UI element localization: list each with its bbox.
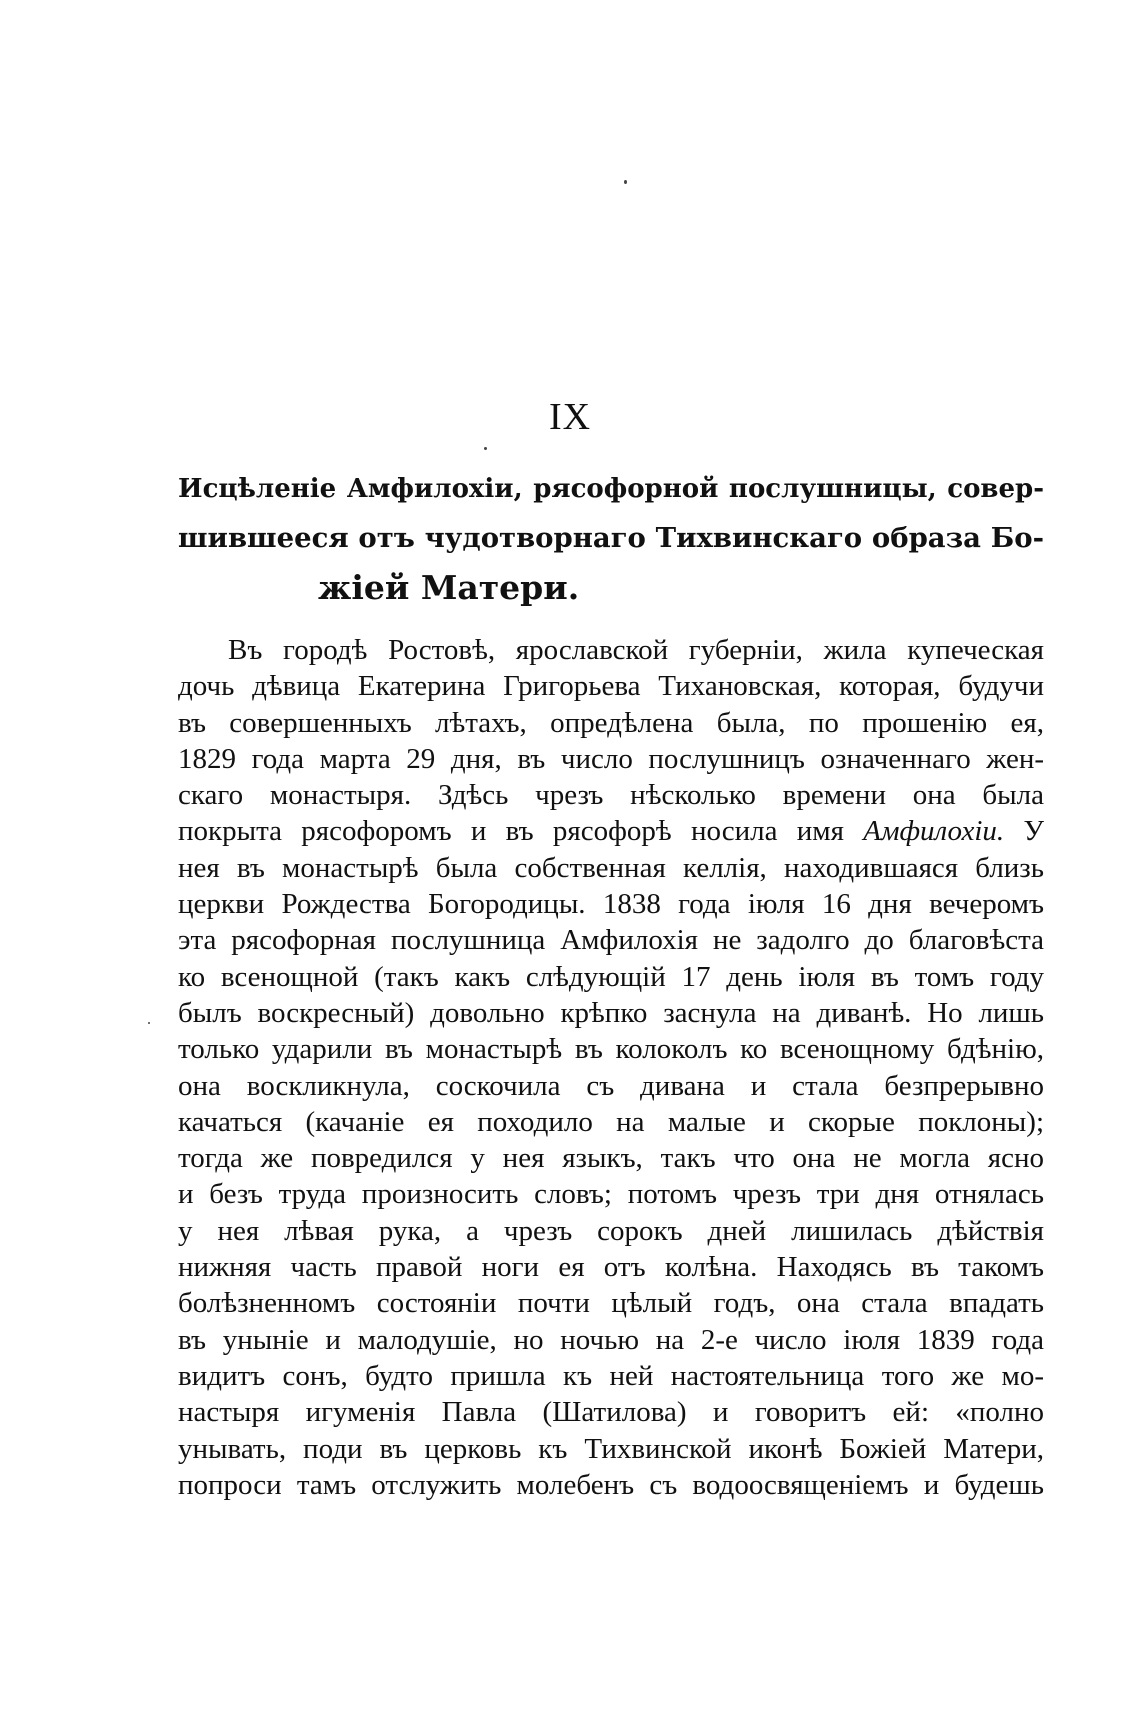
text-line: церкви Рождества Богородицы. 1838 года іюля 16 дня вечеромъ [178,888,1044,921]
text-line: видитъ сонъ, будто пришла къ ней настоятельница того же мо- [178,1359,1044,1392]
text-line: въ уныніе и малодушіе, но ночью на 2-е число іюля 1839 года [178,1323,1044,1356]
text-line: былъ воскресный) довольно крѣпко заснула на диванѣ. Но лишь [178,996,1044,1029]
text-line: унывать, поди въ церковь къ Тихвинской иконѣ Божіей Матери, [178,1432,1044,1465]
text-line: Въ городѣ Ростовѣ, ярославской губерніи, жила купеческая [228,634,1044,666]
chapter-title [178,465,1044,612]
scan-speck [624,180,627,184]
scan-speck [484,447,487,450]
text-line: эта рясофорная послушница Амфилохія не задолго до благовѣста [178,924,1044,957]
chapter-title-line: Исцѣленіе Амфилохіи, рясофорной послушницы, совер- [178,474,1044,504]
text-line: въ совершенныхъ лѣтахъ, опредѣлена была, по прошенію ея, [178,706,1044,739]
text-line: она воскликнула, соскочила съ дивана и стала безпрерывно [178,1069,1044,1102]
text-line: ко всенощной (такъ какъ слѣдующій 17 день іюля въ томъ году [178,960,1044,993]
text-line: тогда же повредился у нея языкъ, такъ что она не могла ясно [178,1142,1044,1175]
chapter-number: IX [548,396,592,438]
text-line: только ударили въ монастырѣ въ колоколъ ко всенощному бдѣнію, [178,1033,1044,1066]
text-line: настыря игуменія Павла (Шатилова) и говоритъ ей: «полно [178,1396,1044,1429]
chapter-title-line: жіей Матери. [318,568,580,607]
text-line: 1829 года марта 29 дня, въ число послушницъ означеннаго жен- [178,742,1044,775]
text-segment: покрыта рясофоромъ и въ рясофорѣ носила имя [178,815,844,848]
text-line: нижняя часть правой ноги ея отъ колѣна. Находясь въ такомъ [178,1251,1044,1284]
text-line: попроси тамъ отслужить молебенъ съ водоосвященіемъ и будешь [178,1468,1044,1501]
text-segment: У [1023,815,1045,848]
text-line [178,813,1044,849]
italic-name: Амфилохіи. [863,815,1005,848]
text-line: и безъ труда произносить словъ; потомъ чрезъ три дня отнялась [178,1178,1044,1211]
text-line: дочь дѣвица Екатерина Григорьева Тихановская, которая, будучи [178,670,1044,703]
body-paragraph [178,632,1044,1503]
chapter-title-line: шившееся отъ чудотворнаго Тихвинскаго образа Бо- [178,522,1044,554]
scan-speck [148,1022,150,1024]
text-line: нея въ монастырѣ была собственная келлія, находившаяся близь [178,851,1044,884]
text-line: скаго монастыря. Здѣсь чрезъ нѣсколько времени она была [178,779,1044,812]
text-line: качаться (качаніе ея походило на малые и скорые поклоны); [178,1105,1044,1138]
text-line: болѣзненномъ состояніи почти цѣлый годъ, она стала впадать [178,1287,1044,1320]
text-line: у нея лѣвая рука, а чрезъ сорокъ дней лишилась дѣйствія [178,1214,1044,1247]
